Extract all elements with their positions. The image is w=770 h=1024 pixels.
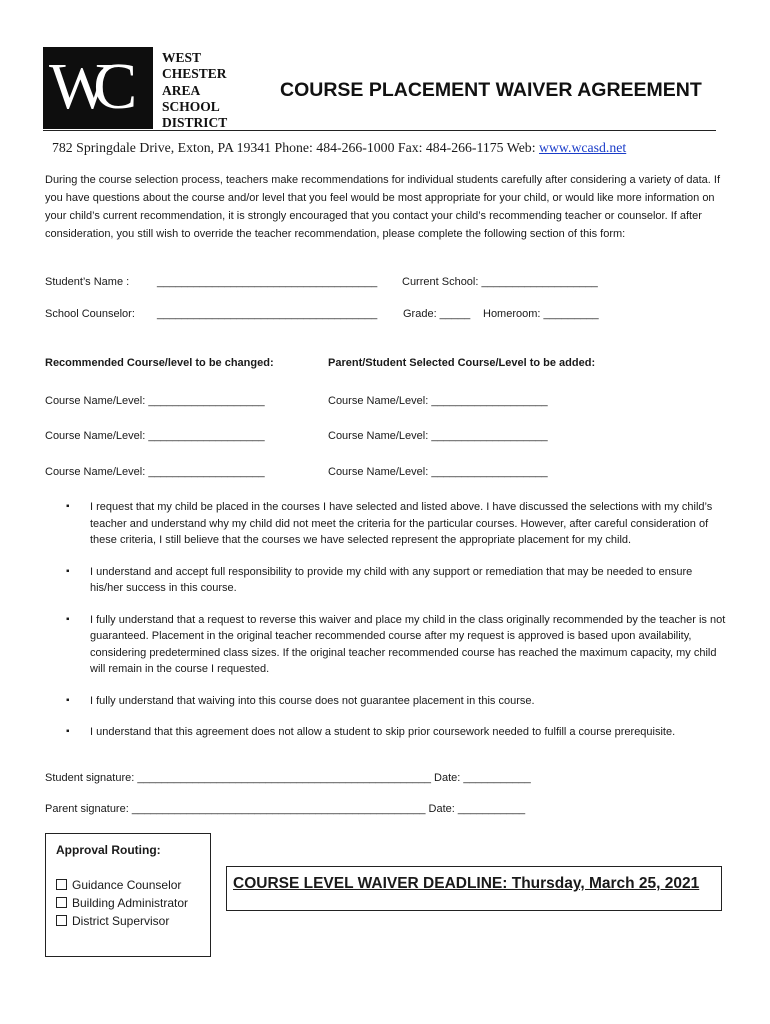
approval-routing-list: [56, 876, 188, 931]
routing-item: [56, 912, 188, 930]
list-item: [66, 693, 726, 710]
homeroom-field[interactable]: Homeroom: _________: [483, 308, 599, 320]
list-item: [66, 612, 726, 678]
list-item: [66, 499, 726, 549]
selected-course-field[interactable]: Course Name/Level: ___________________: [328, 430, 548, 442]
district-line: SCHOOL: [162, 98, 220, 114]
bullet-icon: ▪: [66, 613, 70, 625]
bullet-icon: ▪: [66, 501, 70, 512]
district-logo: [43, 47, 153, 129]
term-text: I understand that this agreement does not allow a student to skip prior coursework needed to fulfill a course prerequisite.: [90, 726, 676, 738]
district-line: AREA: [162, 82, 201, 98]
recommended-course-field[interactable]: Course Name/Level: ___________________: [45, 466, 265, 478]
routing-item-label: District Supervisor: [72, 914, 170, 929]
student-name-label: Student’s Name :: [45, 276, 130, 288]
routing-item: [56, 894, 188, 912]
term-text: I request that my child be placed in the courses I have selected and listed above. I have discussed the selections with my child’s teacher and understand why my child did not meet the criteria for the particular courses. However, after careful consideration of these criteria, I still believe that the courses we have selected represent the appropriate placement for my child.: [90, 501, 713, 546]
address-text: 782 Springdale Drive, Exton, PA 19341 Phone: 484-266-1000 Fax: 484-266-1175 Web:: [52, 140, 539, 155]
district-line: WEST: [162, 50, 202, 65]
website-link[interactable]: www.wcasd.net: [539, 140, 627, 155]
bullet-icon: ▪: [66, 726, 70, 737]
routing-item-label: Building Administrator: [72, 896, 189, 911]
counselor-label: School Counselor:: [45, 308, 135, 320]
selected-course-field[interactable]: Course Name/Level: ___________________: [328, 466, 548, 478]
list-item: [66, 724, 726, 741]
parent-signature-field[interactable]: Parent signature: ________________________________________________ Date: ___________: [45, 803, 526, 815]
term-text: I fully understand that waiving into this course does not guarantee placement in this course.: [90, 694, 535, 707]
intro-paragraph: During the course selection process, teachers make recommendations for individual students carefully after considering a variety of data. If you have questions about the course and/or level that you feel would be most appropriate for your child, or would like more information on your child’s current recommendation, it is strongly encouraged that you contact your child’s recommending teacher or counselor. If after consideration, you still wish to override the teacher recommendation, please complete the following section of this form:: [45, 174, 721, 240]
agreement-terms: [66, 499, 726, 756]
list-item: [66, 564, 726, 597]
header-divider: [43, 130, 716, 131]
selected-course-heading: Parent/Student Selected Course/Level to be added:: [328, 357, 596, 369]
term-text: I understand and accept full responsibility to provide my child with any support or remediation that may be needed to ensure his/her success in this course.: [90, 565, 693, 594]
grade-field[interactable]: Grade: _____: [403, 308, 471, 320]
recommended-course-heading: Recommended Course/level to be changed:: [45, 357, 274, 369]
recommended-course-field[interactable]: Course Name/Level: ___________________: [45, 430, 265, 442]
checkbox[interactable]: [56, 897, 67, 908]
selected-course-field[interactable]: Course Name/Level: ___________________: [328, 395, 548, 407]
counselor-field[interactable]: ____________________________________: [157, 308, 378, 320]
routing-item: [56, 876, 188, 894]
current-school-field[interactable]: Current School: ___________________: [402, 276, 598, 288]
student-signature-field[interactable]: Student signature: ________________________________________________ Date: ___________: [45, 772, 531, 784]
student-name-field[interactable]: ____________________________________: [157, 276, 378, 288]
district-line: CHESTER: [162, 66, 227, 82]
bullet-icon: ▪: [66, 565, 70, 577]
deadline-notice: COURSE LEVEL WAIVER DEADLINE: Thursday, March 25, 2021: [233, 875, 700, 892]
checkbox[interactable]: [56, 915, 67, 926]
logo-monogram: WC: [49, 50, 120, 123]
checkbox[interactable]: [56, 879, 67, 890]
page-title: COURSE PLACEMENT WAIVER AGREEMENT: [280, 79, 702, 101]
district-name: [162, 50, 227, 131]
routing-item-label: Guidance Counselor: [72, 878, 182, 892]
recommended-course-field[interactable]: Course Name/Level: ___________________: [45, 395, 265, 407]
approval-routing-title: Approval Routing:: [56, 843, 161, 857]
district-line: DISTRICT: [162, 115, 228, 131]
bullet-icon: ▪: [66, 694, 70, 706]
term-text: I fully understand that a request to reverse this waiver and place my child in the class originally recommended by the teacher is not guaranteed. Placement in the original teacher recommended course after my request is approved is based upon availability, considering predetermined class sizes. If the original teacher recommended course has reached the maximum capacity, my child will remain in the course I requested.: [90, 613, 726, 675]
contact-line: [52, 140, 626, 156]
